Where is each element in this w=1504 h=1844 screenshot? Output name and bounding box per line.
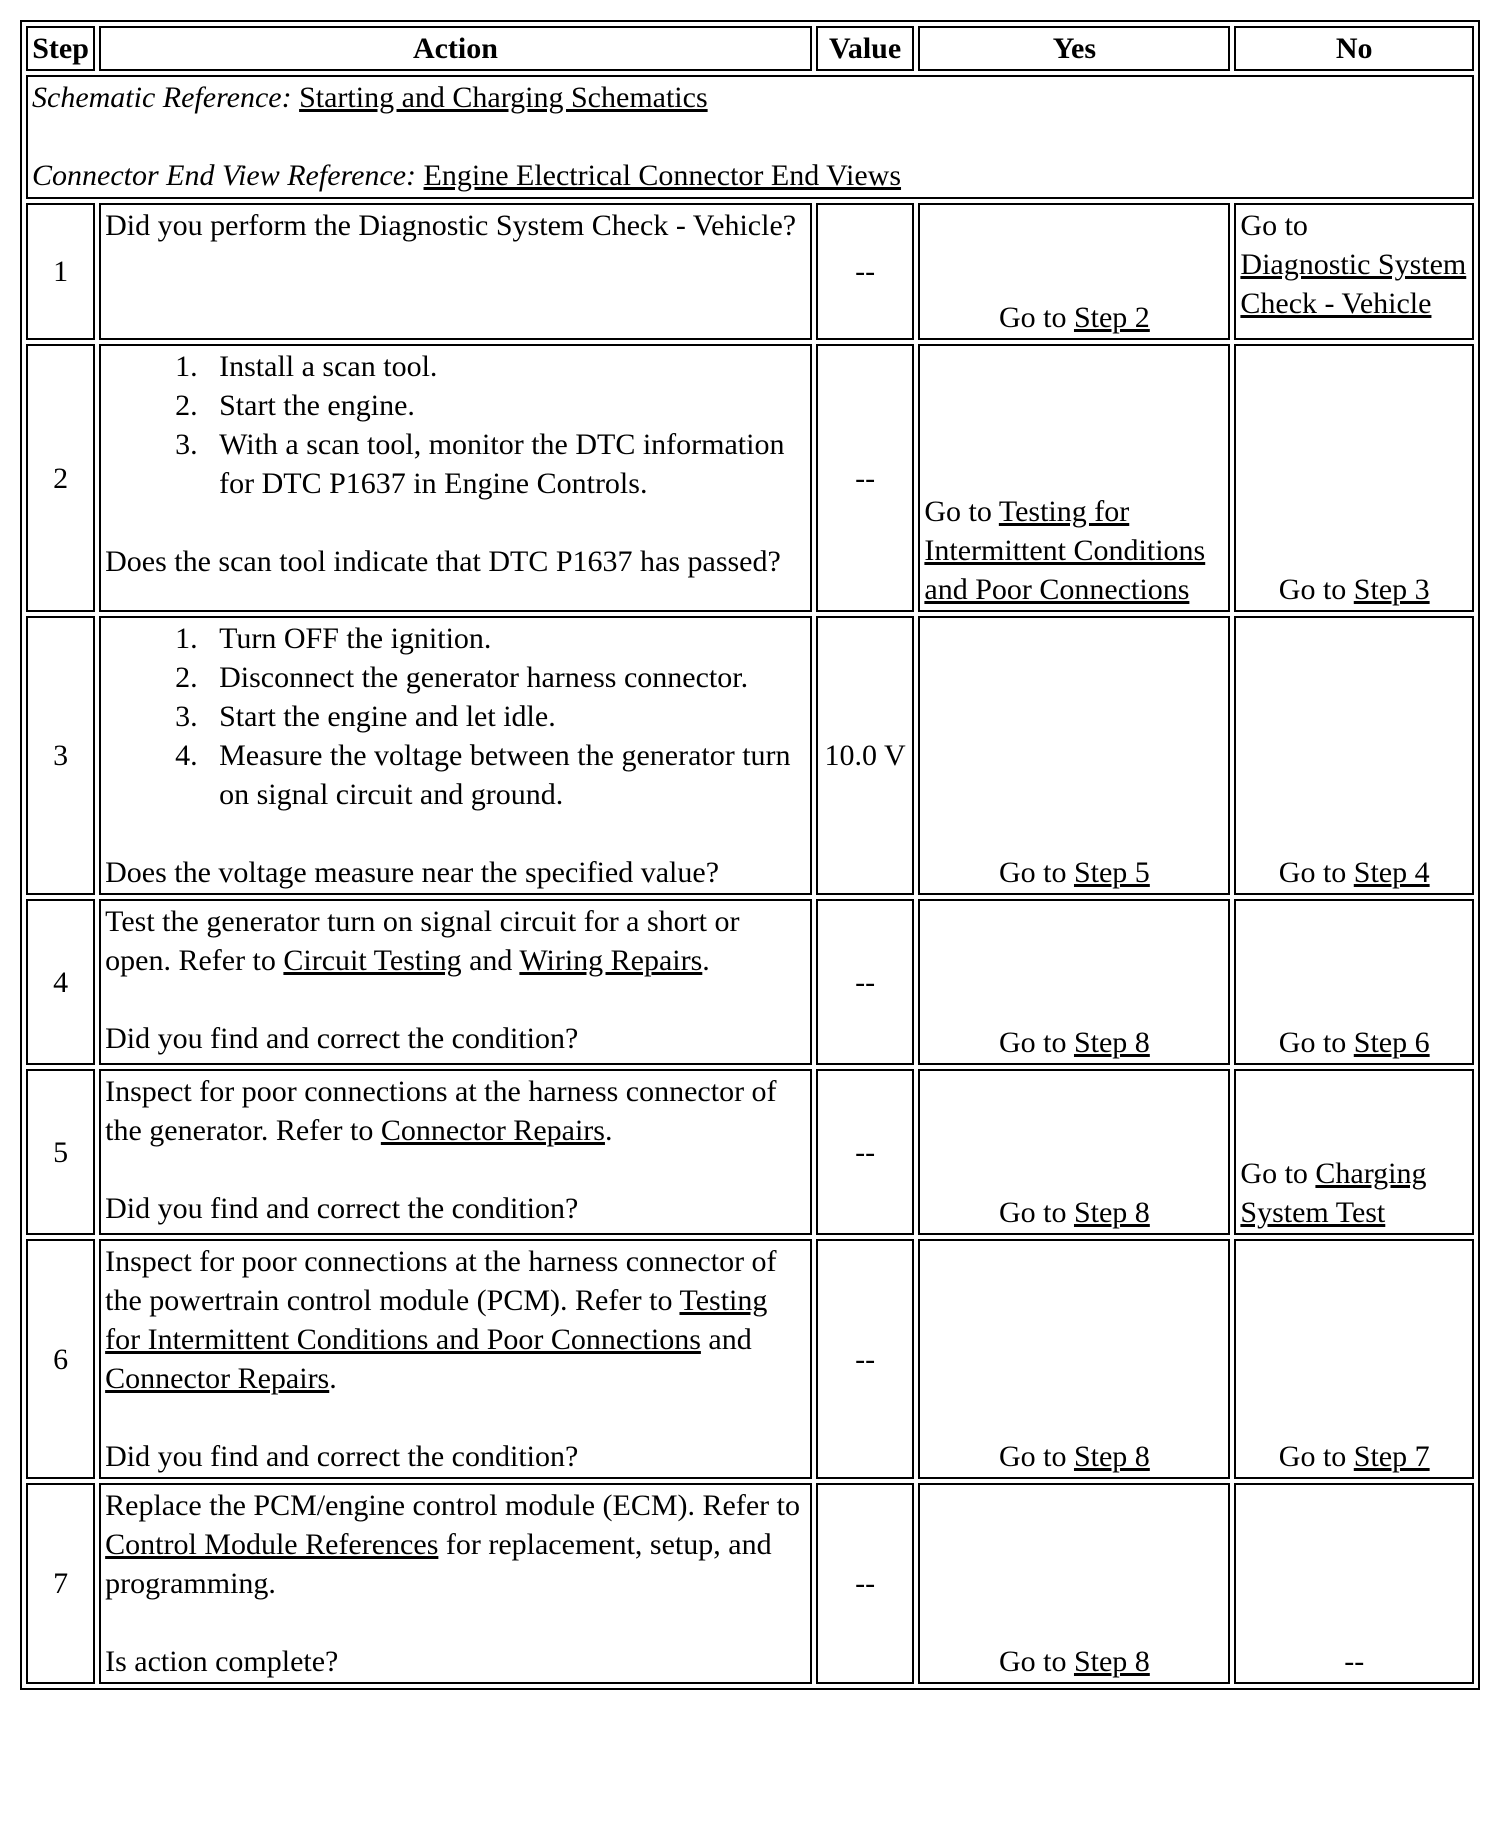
action-question: Did you find and correct the condition?: [105, 1192, 579, 1225]
diagnostic-table: [20, 20, 1480, 1690]
action-list: [105, 619, 806, 814]
value-cell: 10.0 V: [816, 616, 915, 895]
header-yes: Yes: [918, 26, 1230, 71]
value-cell: --: [816, 203, 915, 340]
no-cell: [1234, 899, 1474, 1065]
wiring-repairs-link[interactable]: Wiring Repairs: [519, 944, 703, 977]
control-module-references-link[interactable]: Control Module References: [105, 1528, 439, 1561]
action-cell: [99, 344, 812, 612]
value-cell: --: [816, 1069, 915, 1235]
list-item: 2. Disconnect the generator harness connector.: [205, 658, 806, 697]
and-text: and: [708, 1323, 752, 1356]
header-action: Action: [99, 26, 812, 71]
table-row: [26, 1239, 1474, 1479]
action-question: Is action complete?: [105, 1645, 339, 1678]
goto-text: Go to: [998, 1196, 1067, 1229]
header-value: Value: [816, 26, 915, 71]
goto-text: Go to: [924, 495, 992, 528]
yes-link[interactable]: Step 8: [1073, 1645, 1150, 1678]
goto-text: Go to: [998, 1440, 1067, 1473]
step-number: 4: [26, 899, 95, 1065]
list-item: 1. Install a scan tool.: [205, 347, 806, 386]
no-link[interactable]: Step 4: [1353, 856, 1430, 889]
no-cell: [1234, 203, 1474, 340]
connector-reference-label: Connector End View Reference:: [32, 159, 417, 192]
table-row: [26, 616, 1474, 895]
intermittent-conditions-link[interactable]: Testing for Intermittent Conditions and Poor Connections: [105, 1284, 768, 1356]
action-cell: [99, 1239, 812, 1479]
action-cell: [99, 1069, 812, 1235]
yes-link[interactable]: Step 5: [1073, 856, 1150, 889]
goto-text: Go to: [998, 1645, 1067, 1678]
yes-link[interactable]: Step 8: [1073, 1440, 1150, 1473]
action-text: Replace the PCM/engine control module (ECM). Refer to: [105, 1489, 800, 1522]
table-row: [26, 344, 1474, 612]
circuit-testing-link[interactable]: Circuit Testing: [283, 944, 462, 977]
step-number: 3: [26, 616, 95, 895]
goto-text: Go to: [998, 856, 1067, 889]
value-cell: --: [816, 899, 915, 1065]
goto-text: Go to: [1240, 1157, 1308, 1190]
yes-cell: [918, 616, 1230, 895]
step-number: 1: [26, 203, 95, 340]
table-row: [26, 1483, 1474, 1684]
value-cell: --: [816, 344, 915, 612]
action-cell: [99, 203, 812, 340]
action-text: Inspect for poor connections at the harness connector of the generator. Refer to: [105, 1075, 777, 1147]
step-number: 5: [26, 1069, 95, 1235]
yes-link[interactable]: Testing for Intermittent Conditions and Poor Connections: [924, 495, 1206, 606]
yes-cell: [918, 1239, 1230, 1479]
no-link[interactable]: Charging System Test: [1240, 1157, 1427, 1229]
no-link[interactable]: Step 7: [1353, 1440, 1430, 1473]
table-row: [26, 1069, 1474, 1235]
action-question: Did you find and correct the condition?: [105, 1440, 579, 1473]
yes-cell: [918, 344, 1230, 612]
no-cell: --: [1234, 1483, 1474, 1684]
goto-text: Go to: [1278, 1026, 1347, 1059]
action-text: Inspect for poor connections at the harness connector of the powertrain control module (PCM). Refer to: [105, 1245, 777, 1317]
header-no: No: [1234, 26, 1474, 71]
schematic-reference-label: Schematic Reference:: [32, 81, 292, 114]
goto-text: Go to: [998, 301, 1067, 334]
and-text: and: [469, 944, 513, 977]
no-cell: [1234, 616, 1474, 895]
schematic-reference-link[interactable]: Starting and Charging Schematics: [299, 81, 708, 114]
list-item: 2. Start the engine.: [205, 386, 806, 425]
no-cell: [1234, 344, 1474, 612]
action-text: Test the generator turn on signal circuit for a short or open. Refer to: [105, 905, 740, 977]
yes-cell: [918, 1069, 1230, 1235]
value-cell: --: [816, 1239, 915, 1479]
yes-link[interactable]: Step 2: [1073, 301, 1150, 334]
action-question: Does the scan tool indicate that DTC P1637 has passed?: [105, 545, 781, 578]
header-step: Step: [26, 26, 95, 71]
action-cell: [99, 899, 812, 1065]
step-number: 6: [26, 1239, 95, 1479]
action-cell: [99, 1483, 812, 1684]
list-item: 1. Turn OFF the ignition.: [205, 619, 806, 658]
action-cell: [99, 616, 812, 895]
list-item: 3. Start the engine and let idle.: [205, 697, 806, 736]
value-cell: --: [816, 1483, 915, 1684]
action-text: Did you perform the Diagnostic System Check - Vehicle?: [105, 209, 797, 242]
yes-link[interactable]: Step 8: [1073, 1026, 1150, 1059]
yes-cell: [918, 899, 1230, 1065]
yes-link[interactable]: Step 8: [1073, 1196, 1150, 1229]
action-text-continued: for replacement, setup, and programming.: [105, 1528, 772, 1600]
table-row: [26, 899, 1474, 1065]
period-text: .: [702, 944, 710, 977]
period-text: .: [604, 1114, 613, 1147]
table-row: [26, 203, 1474, 340]
goto-text: Go to: [1278, 856, 1347, 889]
goto-text: Go to: [998, 1026, 1067, 1059]
no-cell: [1234, 1069, 1474, 1235]
no-link[interactable]: Diagnostic System Check - Vehicle: [1240, 248, 1467, 320]
goto-text: Go to: [1278, 1440, 1347, 1473]
no-cell: [1234, 1239, 1474, 1479]
action-question: Did you find and correct the condition?: [105, 1022, 579, 1055]
yes-cell: [918, 1483, 1230, 1684]
goto-text: Go to: [1278, 573, 1347, 606]
step-number: 2: [26, 344, 95, 612]
connector-reference-link[interactable]: Engine Electrical Connector End Views: [423, 159, 902, 192]
no-link[interactable]: Step 3: [1353, 573, 1430, 606]
header-row: [26, 26, 1474, 71]
connector-repairs-link[interactable]: Connector Repairs: [105, 1362, 330, 1395]
connector-repairs-link[interactable]: Connector Repairs: [380, 1114, 605, 1147]
action-question: Does the voltage measure near the specified value?: [105, 856, 720, 889]
action-list: [105, 347, 806, 503]
step-number: 7: [26, 1483, 95, 1684]
yes-cell: [918, 203, 1230, 340]
list-item: 3. With a scan tool, monitor the DTC information for DTC P1637 in Engine Controls.: [205, 425, 806, 503]
reference-cell: [26, 75, 1474, 199]
list-item: 4. Measure the voltage between the generator turn on signal circuit and ground.: [205, 736, 806, 814]
period-text: .: [329, 1362, 337, 1395]
reference-row: [26, 75, 1474, 199]
no-link[interactable]: Step 6: [1353, 1026, 1430, 1059]
goto-text: Go to: [1240, 209, 1308, 242]
